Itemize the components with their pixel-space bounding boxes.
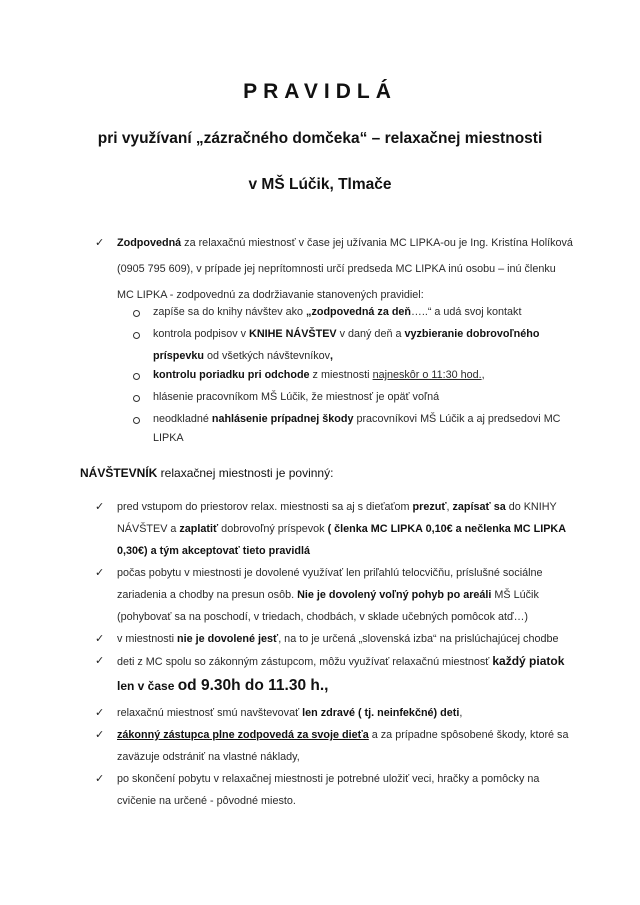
rule-2-line-2: zariadenia a chodby na presun osôb. Nie je dovolený voľný pohyb po areáli MŠ Lúčik	[117, 589, 539, 601]
rule-6-line-1: zákonný zástupca plne zodpovedá za svoje dieťa a za prípadne spôsobené škody, ktoré sa	[117, 729, 569, 741]
rule-2-line-3: (pohybovať sa na poschodí, v triedach, chodbách, v sklade učebných pomôcok atď…)	[117, 611, 529, 623]
rule-2-line-1: počas pobytu v miestnosti je dovolené využívať len priľahlú telocvičňu, príslušné sociálne	[117, 567, 543, 579]
rule-1-line-2: NÁVŠTEV a zaplatiť dobrovoľný príspevok ( členka MC LIPKA 0,10€ a nečlenka MC LIPKA	[117, 523, 566, 535]
rule-7-line-2: cvičenie na určené - pôvodné miesto.	[117, 795, 296, 807]
responsible-line-1: Zodpovedná za relaxačnú miestnosť v čase jej užívania MC LIPKA-ou je Ing. Kristína Holíková	[117, 237, 573, 249]
rule-5: relaxačnú miestnosť smú navštevovať len zdravé ( tj. neinfekčné) deti,	[117, 707, 463, 719]
responsible-line-2: (0905 795 609), v prípade jej neprítomnosti určí predseda MC LIPKA inú osobu – inú členku	[117, 263, 556, 275]
duty-item-4: hlásenie pracovníkom MŠ Lúčik, že miestnosť je opäť voľná	[153, 391, 440, 403]
duty-item-1: zapíše sa do knihy návštev ako „zodpovedná za deň…..“ a udá svoj kontakt	[153, 306, 522, 318]
checkmark-icon: ✓	[95, 654, 105, 667]
rule-3: v miestnosti nie je dovolené jesť, na to je určená „slovenská izba“ na prislúchajúcej chodbe	[117, 633, 559, 645]
document-subtitle: pri využívaní „zázračného domčeka“ – relaxačnej miestnosti	[97, 130, 543, 147]
checkmark-icon: ✓	[95, 632, 105, 645]
duty-item-5-cont: LIPKA	[153, 432, 184, 444]
checkmark-icon: ✓	[95, 728, 105, 741]
checkmark-icon: ✓	[95, 236, 105, 249]
responsible-line-3: MC LIPKA - zodpovednú za dodržiavanie stanovených pravidiel:	[117, 289, 424, 301]
duty-item-2-cont: príspevku od všetkých návštevníkov,	[153, 350, 334, 362]
checkmark-icon: ✓	[95, 772, 105, 785]
circle-bullet-icon	[133, 373, 140, 380]
circle-bullet-icon	[133, 332, 140, 339]
checkmark-icon: ✓	[95, 706, 105, 719]
document-title: PRAVIDLÁ	[243, 80, 397, 103]
rule-6-line-2: zaväzuje odstrániť na vlastné náklady,	[117, 751, 300, 763]
checkmark-icon: ✓	[95, 566, 105, 579]
duty-item-5: neodkladné nahlásenie prípadnej škody pracovníkovi MŠ Lúčik a aj predsedovi MC	[153, 413, 561, 425]
document-location: v MŠ Lúčik, Tlmače	[248, 176, 392, 193]
visitor-heading: NÁVŠTEVNÍK relaxačnej miestnosti je povinný:	[80, 466, 334, 480]
circle-bullet-icon	[133, 417, 140, 424]
rule-1-line-3: 0,30€) a tým akceptovať tieto pravidlá	[117, 545, 310, 557]
duty-item-3: kontrolu poriadku pri odchode z miestnosti najneskôr o 11:30 hod.,	[153, 369, 485, 381]
rule-4-line-2: len v čase od 9.30h do 11.30 h.,	[117, 677, 329, 694]
duty-item-2: kontrola podpisov v KNIHE NÁVŠTEV v daný deň a vyzbieranie dobrovoľného	[153, 328, 540, 340]
circle-bullet-icon	[133, 310, 140, 317]
rule-7-line-1: po skončení pobytu v relaxačnej miestnosti je potrebné uložiť veci, hračky a pomôcky na	[117, 773, 540, 785]
checkmark-icon: ✓	[95, 500, 105, 513]
circle-bullet-icon	[133, 395, 140, 402]
rule-4-line-1: deti z MC spolu so zákonným zástupcom, môžu využívať relaxačnú miestnosť každý piatok	[117, 654, 565, 668]
rule-1-line-1: pred vstupom do priestorov relax. miestnosti sa aj s dieťaťom prezuť, zapísať sa do KNIHY	[117, 501, 557, 513]
